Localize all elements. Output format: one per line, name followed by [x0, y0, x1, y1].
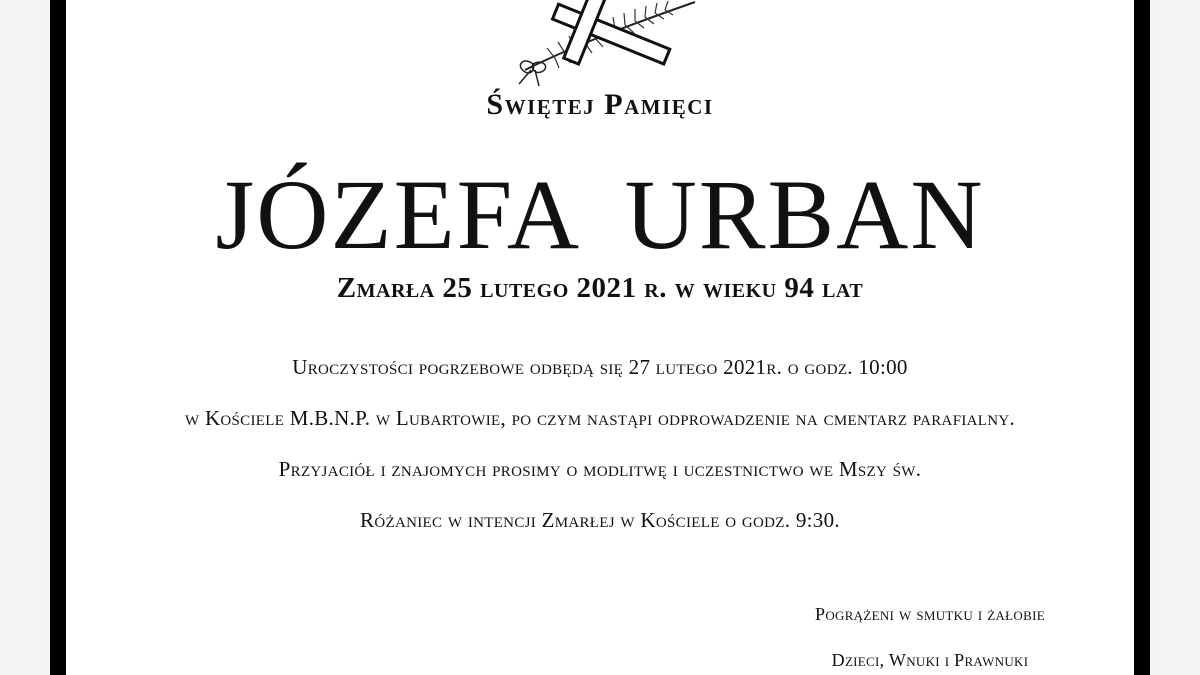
death-date-age: Zmarła 25 lutego 2021 r. w wieku 94 lat	[336, 272, 864, 304]
funeral-info-line: w Kościele M.B.N.P. w Lubartowie, po czym nastąpi odprowadzenie na cmentarz parafialny.	[184, 406, 1016, 430]
funeral-info-line: Przyjaciół i znajomych prosimy o modlitwę i uczestnictwo we Mszy św.	[278, 457, 922, 481]
mourners-family: Dzieci, Wnuki i Prawnuki	[831, 650, 1029, 670]
funeral-info-line: Uroczystości pogrzebowe odbędą się 27 lutego 2021r. o godz. 10:00	[292, 355, 908, 379]
cross-with-palm-branch-icon	[495, 0, 705, 90]
heading-in-memory: Świętej Pamięci	[486, 88, 714, 121]
funeral-info-line: Różaniec w intencji Zmarłej w Kościele o godz. 9:30.	[360, 508, 840, 532]
deceased-name: JÓZEFA URBAN	[215, 159, 985, 270]
mourners-phrase: Pogrążeni w smutku i żałobie	[815, 604, 1045, 624]
